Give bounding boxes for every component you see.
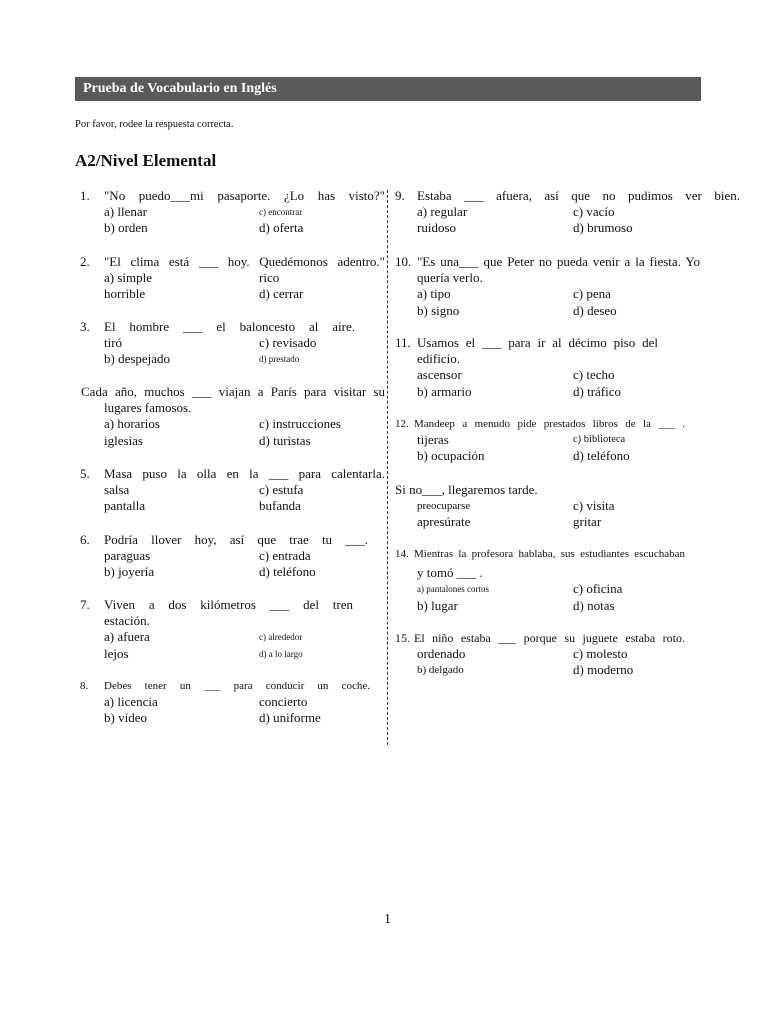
option-a[interactable]: a) licencia [104,694,158,710]
option-c[interactable]: c) visita [573,498,615,514]
level-heading: A2/Nivel Elemental [75,151,217,170]
option-c[interactable]: c) techo [573,367,615,383]
page-title: Prueba de Vocabulario en Inglés [75,77,701,101]
option-c[interactable]: c) alrededor [259,632,303,643]
option-d[interactable]: d) a lo largo [259,648,303,659]
option-a[interactable]: ordenado [417,646,466,662]
instructions: Por favor, rodee la respuesta correcta. [75,119,234,130]
question-text: Masa puso la olla en la ___ para calentarla. [104,466,385,481]
option-c[interactable]: c) vacío [573,204,615,220]
option-b[interactable]: b) orden [104,220,148,236]
option-b[interactable]: ruidoso [417,220,456,236]
option-d[interactable]: d) turistas [259,432,311,448]
column-divider [387,190,388,745]
option-d[interactable]: d) oferta [259,220,304,236]
option-a[interactable]: ascensor [417,367,462,383]
option-a[interactable]: tiró [104,335,123,351]
option-c[interactable]: c) instrucciones [259,416,341,432]
question-text: Estaba ___ afuera, así que no pudimos ver bien. [417,188,740,203]
option-a[interactable]: paraguas [104,548,151,564]
question-text: "El clima está ___ hoy. Quedémonos adentro." [104,254,385,269]
option-d[interactable]: d) teléfono [259,564,316,580]
option-a[interactable]: a) afuera [104,629,150,645]
option-d[interactable]: d) prestado [259,354,300,365]
option-c[interactable]: c) oficina [573,581,623,597]
option-c[interactable]: c) pena [573,286,611,302]
option-d[interactable]: d) cerrar [259,286,304,302]
question-number: 7. [80,597,90,612]
option-a[interactable]: preocuparse [417,500,471,513]
question-text: Viven a dos kilómetros ___ del tren [104,597,353,612]
question-number: 15. [395,631,410,645]
question-text-cont: estación. [104,613,150,629]
question-text-cont: quería verlo. [417,270,483,286]
question-5 [80,466,385,515]
option-b[interactable]: horrible [104,286,146,302]
question-text-cont: lugares famosos. [104,400,192,416]
question-13 [395,482,740,531]
option-a[interactable]: tijeras [417,432,449,448]
option-b[interactable]: iglesias [104,432,143,448]
question-number: 10. [395,254,412,269]
option-d[interactable]: d) tráfico [573,383,622,399]
question-text: "Es una___ que Peter no pueda venir a la fiesta. Yo [417,254,700,269]
question-number: 12. [395,418,409,430]
option-c[interactable]: rico [259,270,280,286]
option-a[interactable]: a) simple [104,270,153,286]
question-text: Mientras la profesora hablaba, sus estudiantes escuchaban [414,548,685,560]
option-a[interactable]: a) tipo [417,286,451,302]
question-number: 1. [80,188,90,203]
question-15 [395,630,685,679]
question-text-cont: y tomó ___ . [417,565,483,581]
option-a[interactable]: a) regular [417,204,468,220]
option-b[interactable]: b) despejado [104,351,171,367]
question-3 [80,319,355,368]
option-a[interactable]: salsa [104,482,130,498]
page-number: 1 [384,912,391,927]
question-number: 9. [395,188,405,203]
option-b[interactable]: b) vídeo [104,710,147,726]
option-a[interactable]: a) pantalones cortos [417,584,489,595]
question-8 [80,678,370,727]
option-d[interactable]: gritar [573,514,602,530]
option-c[interactable]: c) estufa [259,482,304,498]
question-7 [80,597,353,662]
question-number: 2. [80,254,90,269]
question-number: 5. [80,466,90,481]
option-c[interactable]: c) encontrar [259,207,303,218]
question-4 [80,384,385,449]
question-text: Debes tener un ___ para conducir un coche. [104,680,370,692]
option-d[interactable]: bufanda [259,498,301,514]
question-12 [395,416,685,465]
option-b[interactable]: b) signo [417,302,460,318]
question-text-cont: edificio. [417,351,460,367]
question-text: "No puedo___mi pasaporte. ¿Lo has visto?" [104,188,385,203]
option-c[interactable]: c) molesto [573,646,628,662]
question-text: Mandeep a menudo pide prestados libros de la ___ . [414,418,685,430]
option-c[interactable]: c) entrada [259,548,311,564]
option-b[interactable]: pantalla [104,498,146,514]
question-text: Podría llover hoy, así que trae tu ___. [104,532,368,547]
option-b[interactable]: b) lugar [417,597,458,613]
question-1 [80,188,385,237]
option-b[interactable]: b) ocupación [417,448,485,464]
option-b[interactable]: apresúrate [417,514,471,530]
question-number: 3. [80,319,90,334]
option-d[interactable]: d) deseo [573,302,617,318]
question-2 [80,254,385,303]
option-d[interactable]: d) uniforme [259,710,321,726]
option-a[interactable]: a) horarios [104,416,160,432]
option-d[interactable]: d) brumoso [573,220,633,236]
question-text: Usamos el ___ para ir al décimo piso del [417,335,658,350]
option-c[interactable]: c) revisado [259,335,317,351]
question-11 [395,335,658,400]
question-text: Si no___, llegaremos tarde. [395,482,538,497]
option-a[interactable]: a) llenar [104,204,147,220]
question-text: Cada año, muchos ___ viajan a París para visitar su [81,384,385,399]
question-text: El hombre ___ el baloncesto al aire. [104,319,355,334]
option-c[interactable]: concierto [259,694,308,710]
option-d[interactable]: d) teléfono [573,448,630,464]
option-b[interactable]: b) armario [417,383,472,399]
question-number: 11. [395,335,411,350]
question-6 [80,532,368,581]
option-c[interactable]: c) biblioteca [573,434,626,446]
question-number: 6. [80,532,90,547]
question-14 [395,546,685,614]
question-9 [395,188,740,237]
option-d[interactable]: d) notas [573,597,615,613]
option-d[interactable]: d) moderno [573,662,634,678]
question-10 [395,254,700,319]
question-number: 8. [80,680,89,692]
option-b[interactable]: lejos [104,645,129,661]
option-b[interactable]: b) delgado [417,664,464,677]
question-text: El niño estaba ___ porque su juguete estaba roto. [414,631,685,645]
option-b[interactable]: b) joyería [104,564,155,580]
question-number: 14. [395,548,409,560]
